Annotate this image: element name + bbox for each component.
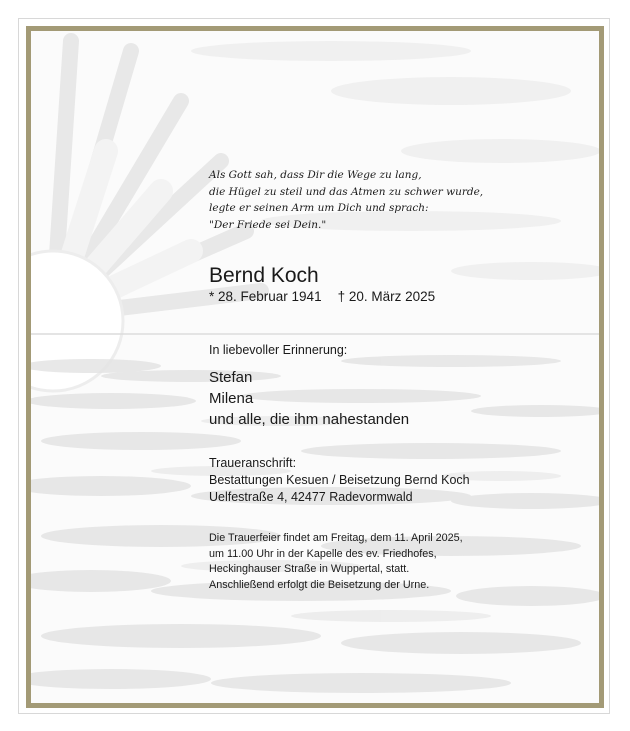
birth-date: * 28. Februar 1941 xyxy=(209,289,322,304)
mourner: Milena xyxy=(209,390,254,407)
funeral-line: um 11.00 Uhr in der Kapelle des ev. Friedhofes, xyxy=(209,547,437,560)
funeral-notice xyxy=(209,531,463,593)
memorial-intro: In liebevoller Erinnerung: xyxy=(209,343,348,357)
poem-line: legte er seinen Arm um Dich und sprach: xyxy=(209,202,429,214)
mourning-address xyxy=(209,455,470,506)
funeral-line: Anschließend erfolgt die Beisetzung der Urne. xyxy=(209,578,430,591)
funeral-line: Heckinghauser Straße in Wuppertal, statt. xyxy=(209,563,410,575)
mourner: Stefan xyxy=(209,369,253,386)
poem-line: die Hügel zu steil und das Atmen zu schwer wurde, xyxy=(209,185,484,198)
address-line: Bestattungen Kesuen / Beisetzung Bernd Koch xyxy=(209,473,470,487)
address-line: Uelfestraße 4, 42477 Radevormwald xyxy=(209,490,413,504)
obituary-frame xyxy=(26,26,604,708)
mourners-list xyxy=(209,367,409,430)
address-label: Traueranschrift: xyxy=(209,456,297,470)
poem-line: "Der Friede sei Dein." xyxy=(209,218,327,231)
death-date: † 20. März 2025 xyxy=(337,289,436,304)
funeral-line: Die Trauerfeier findet am Freitag, dem 11. April 2025, xyxy=(209,532,463,544)
mourner: und alle, die ihm nahestanden xyxy=(209,411,410,428)
obituary-content xyxy=(31,31,599,703)
life-dates xyxy=(209,289,435,304)
deceased-name: Bernd Koch xyxy=(209,264,319,287)
poem-line: Als Gott sah, dass Dir die Wege zu lang, xyxy=(209,169,422,181)
poem xyxy=(209,167,483,233)
